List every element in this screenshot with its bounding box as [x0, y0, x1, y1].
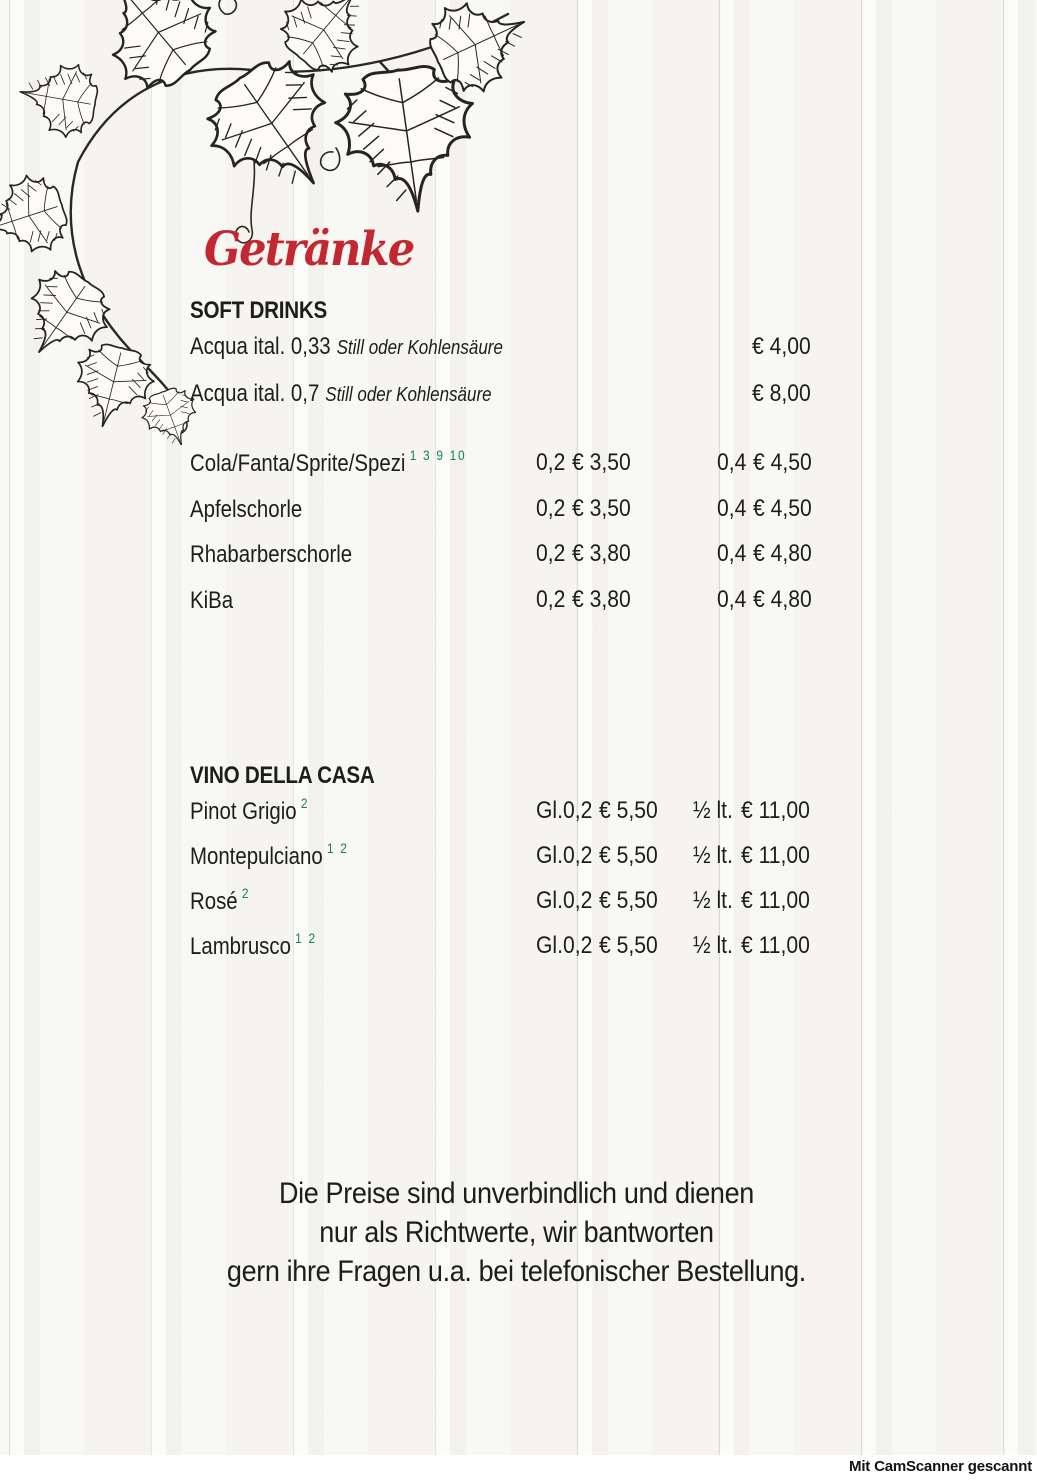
item-name-text: Montepulciano	[190, 843, 323, 870]
half-liter-label: ½ lt.	[693, 797, 733, 824]
half-liter-label: ½ lt.	[693, 887, 733, 914]
item-name	[190, 495, 307, 524]
item-price: € 8,00	[752, 380, 811, 407]
item-price: € 3,50	[572, 495, 631, 522]
disclaimer-line: Die Preise sind unverbindlich und dienen	[278, 1177, 754, 1210]
glass-label: Gl.0,2	[536, 797, 593, 824]
half-liter-label: ½ lt.	[693, 842, 733, 869]
glass-label: Gl.0,2	[536, 932, 593, 959]
glass-price: € 5,50	[599, 932, 658, 959]
item-price: € 3,50	[572, 449, 631, 476]
volume-label: 0,2	[536, 495, 566, 522]
half-liter-price: € 11,00	[741, 932, 810, 959]
scanner-watermark-strip	[0, 1455, 1037, 1480]
item-name	[190, 797, 309, 826]
volume-label: 0,4	[717, 586, 747, 613]
item-name-text: Acqua ital. 0,33	[190, 333, 331, 360]
soft-drinks-header: SOFT DRINKS	[190, 297, 328, 324]
glass-price: € 5,50	[599, 887, 658, 914]
half-liter-label: ½ lt.	[693, 932, 733, 959]
price-disclaimer	[50, 1174, 983, 1291]
item-name-text: Apfelschorle	[190, 496, 303, 523]
footnote-superscript: 1 2	[295, 930, 317, 946]
item-name	[190, 842, 349, 871]
item-name-text: Rosé	[190, 888, 238, 915]
menu-row	[190, 333, 890, 365]
footnote-superscript: 2	[241, 885, 251, 901]
glass-price: € 5,50	[599, 797, 658, 824]
volume-label: 0,2	[536, 540, 566, 567]
item-name-text: KiBa	[190, 587, 234, 614]
glass-label: Gl.0,2	[536, 887, 593, 914]
item-name-text: Rhabarberschorle	[190, 541, 353, 568]
item-name-text: Pinot Grigio	[190, 798, 297, 825]
item-name	[190, 540, 356, 569]
menu-row	[190, 540, 890, 572]
footnote-superscript: 1 2	[326, 840, 349, 856]
wine-header: VINO DELLA CASA	[190, 762, 375, 789]
volume-label: 0,4	[717, 449, 747, 476]
volume-label: 0,4	[717, 540, 747, 567]
item-price: € 4,50	[753, 495, 812, 522]
menu-row	[190, 449, 890, 481]
item-name	[190, 333, 503, 361]
glass-price: € 5,50	[599, 842, 658, 869]
footnote-superscript: 1 3 9 10	[409, 447, 467, 463]
item-price: € 4,80	[753, 586, 812, 613]
item-name	[190, 932, 317, 961]
volume-label: 0,2	[536, 449, 566, 476]
item-name	[190, 887, 250, 916]
item-name-text: Cola/Fanta/Sprite/Spezi	[190, 450, 406, 477]
camscanner-watermark: Mit CamScanner gescannt	[849, 1458, 1032, 1475]
menu-row	[190, 586, 890, 618]
disclaimer-line: gern ihre Fragen u.a. bei telefonischer Bestellung.	[226, 1255, 806, 1288]
half-liter-price: € 11,00	[741, 797, 810, 824]
item-price: € 3,80	[572, 540, 631, 567]
item-name	[190, 449, 466, 478]
menu-row	[190, 932, 890, 964]
disclaimer-line: nur als Richtwerte, wir bantworten	[319, 1216, 714, 1249]
menu-row	[190, 797, 890, 829]
menu-row	[190, 495, 890, 527]
half-liter-price: € 11,00	[741, 842, 810, 869]
item-price: € 3,80	[572, 586, 631, 613]
item-name-text: Lambrusco	[190, 933, 291, 960]
glass-label: Gl.0,2	[536, 842, 593, 869]
item-note: Still oder Kohlensäure	[325, 384, 492, 406]
volume-label: 0,4	[717, 495, 747, 522]
half-liter-price: € 11,00	[741, 887, 810, 914]
item-price: € 4,00	[752, 333, 811, 360]
footnote-superscript: 2	[300, 795, 310, 811]
item-name-text: Acqua ital. 0,7	[190, 380, 320, 407]
menu-row	[190, 887, 890, 919]
item-note: Still oder Kohlensäure	[336, 337, 503, 359]
page-title: Getränke	[204, 222, 414, 277]
menu-row	[190, 380, 890, 412]
item-name	[190, 586, 237, 615]
menu-row	[190, 842, 890, 874]
item-price: € 4,80	[753, 540, 812, 567]
item-name	[190, 380, 492, 408]
item-price: € 4,50	[753, 449, 812, 476]
volume-label: 0,2	[536, 586, 566, 613]
